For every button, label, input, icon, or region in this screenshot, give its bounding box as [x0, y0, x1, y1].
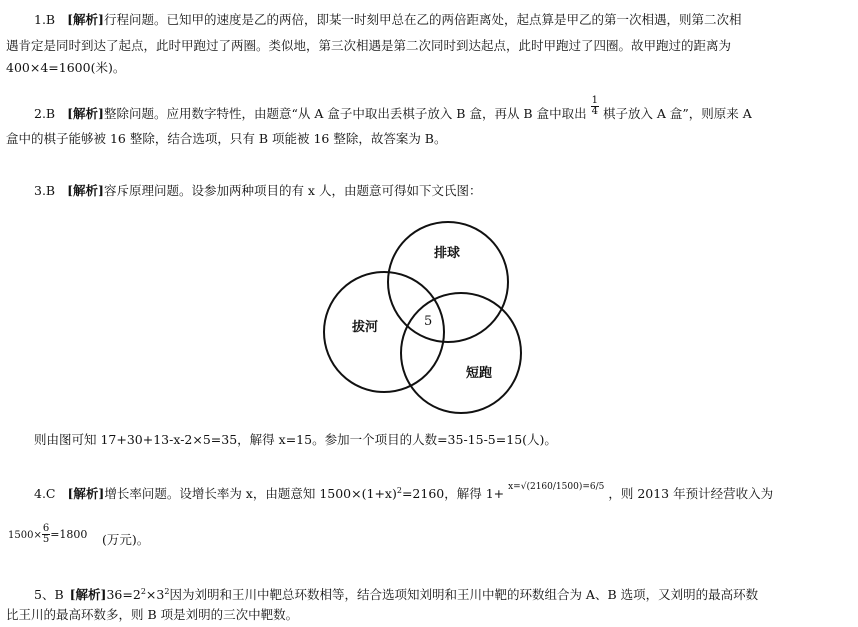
venn-circle-right	[401, 293, 521, 413]
q2-fraction	[591, 96, 599, 117]
q4-fraction	[42, 524, 50, 545]
q3-text2: 则由图可知 17+30+13-x-2×5=35，解得 x=15。参加一个项目的人数=35-15-5=15(人)。	[34, 432, 557, 447]
q3-line2	[34, 432, 557, 448]
q5-line1	[34, 584, 758, 603]
q2-text2: 盒中的棋子能够被 16 整除，结合选项，只有 B 项能被 16 整除，故答案为 B。	[6, 131, 447, 146]
q1-tag: [解析]	[67, 12, 104, 27]
q5-line2	[6, 607, 298, 623]
q5-text2: 比王川的最高环数多，则 B 项是刘明的三次中靶数。	[6, 607, 299, 622]
q1-text2: 遇肯定是同时到达了起点，此时甲跑过了两圈。类似地，第三次相遇是第二次同时到达起点，此时甲跑过了四圈。故甲跑过的距离为	[6, 38, 732, 53]
q4-calc-b: =1800	[50, 528, 88, 541]
q5-text1b: ×3	[145, 587, 165, 603]
q1-text1: 行程问题。已知甲的速度是乙的两倍，即某一时刻甲总在乙的两倍距离处，起点算是甲乙的第一次相遇，则第二次相	[103, 12, 742, 27]
q4-sup: 2	[396, 486, 402, 495]
q4-text2: (万元)。	[102, 532, 150, 547]
q4-text1b: =2160，解得 1+	[401, 486, 505, 502]
q2-tag: [解析]	[67, 106, 104, 121]
q4-frac-denominator: 5	[42, 534, 50, 545]
q5-sup2: 2	[164, 587, 170, 596]
q4-sqrt-expression: x=√(2160/1500)=6/5	[508, 481, 605, 492]
q5-text1c: 因为刘明和王川中靶总环数相等，结合选项知刘明和王川中靶的环数组合为 A、B 选项，又刘明的最高环数	[169, 587, 759, 603]
q2-frac-denominator: 4	[591, 106, 598, 117]
venn-label-top: 排球	[434, 246, 461, 261]
q2-line2	[6, 131, 447, 147]
q5-tag: [解析]	[69, 587, 107, 603]
q4-line2b	[102, 532, 149, 548]
venn-label-right: 短跑	[466, 366, 493, 381]
q3-text1: 容斥原理问题。设参加两种项目的有 x 人，由题意可得如下文氏图：	[103, 183, 482, 198]
q4-text1a: 增长率问题。设增长率为 x，由题意知 1500×(1+x)	[104, 486, 397, 502]
q4-frac-numerator: 6	[42, 523, 50, 534]
q2-line1	[34, 95, 752, 125]
q2-number: 2.B	[34, 106, 56, 121]
q4-text1c: ，则 2013 年预计经营收入为	[608, 486, 774, 502]
q1-line2	[6, 38, 731, 54]
venn-label-left: 拔河	[352, 320, 379, 335]
q2-text1a: 整除问题。应用数字特性，由题意“从 A 盒子中取出丢棋子放入 B 盒，再从 B 盒中取出	[103, 106, 587, 121]
q3-number: 3.B	[34, 183, 56, 198]
venn-label-center: 5	[424, 314, 433, 329]
q5-text1a: 36=2	[106, 587, 141, 603]
q1-line1	[34, 12, 741, 28]
q2-text1b: 棋子放入 A 盒”，则原来 A	[602, 106, 752, 121]
q2-frac-numerator: 1	[591, 95, 598, 106]
q5-sup1: 2	[140, 587, 146, 596]
q3-tag: [解析]	[67, 183, 104, 198]
q4-number: 4.C	[34, 486, 56, 502]
venn-diagram	[320, 210, 530, 420]
venn-circle-top	[388, 222, 508, 342]
q1-number: 1.B	[34, 12, 56, 27]
venn-circle-left	[324, 272, 444, 392]
q1-text3: 400×4=1600(米)。	[6, 60, 126, 75]
q4-line2	[8, 524, 87, 545]
q5-number: 5、B	[34, 587, 64, 603]
q4-tag: [解析]	[67, 486, 105, 502]
q4-calc-a: 1500×	[8, 530, 42, 541]
q1-line3	[6, 60, 125, 76]
q3-line1	[34, 183, 481, 199]
q4-line1	[34, 483, 773, 503]
